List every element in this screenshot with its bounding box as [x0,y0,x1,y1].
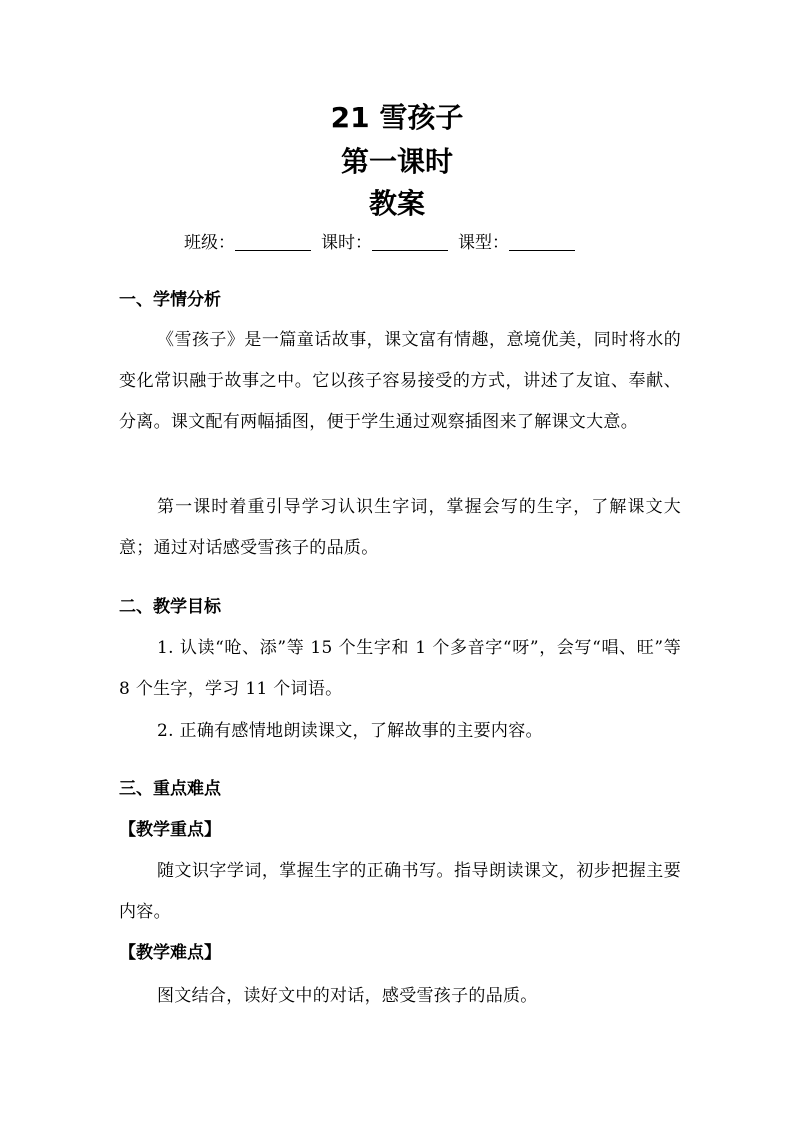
type-blank [509,228,575,251]
section-heading-objectives: 二、教学目标 [119,597,221,617]
lesson-title: 21 雪孩子 [330,101,464,134]
meta-row [184,228,624,258]
type-label: 课型： [458,233,509,253]
difficult-point-label: 【教学难点】 [119,943,221,963]
key-point-label: 【教学重点】 [119,820,221,840]
section-heading-analysis: 一、学情分析 [119,290,221,310]
period-blank [372,228,448,251]
objective-item-1: 1. 认读“呛、添”等 15 个生字和 1 个多音字“呀”，会写“唱、旺”等 8 个生字，学习 11 个词语。 [119,638,681,699]
period-label: 课时： [321,233,372,253]
class-label: 班级： [184,233,235,253]
lesson-period-title: 第一课时 [340,145,453,178]
lesson-plan-title: 教案 [368,187,425,220]
analysis-paragraph-1: 《雪孩子》是一篇童话故事，课文富有情趣，意境优美，同时将水的变化常识融于故事之中。它以孩子容易接受的方式，讲述了友谊、奉献、分离。课文配有两幅插图，便于学生通过观察插图来了解课文大意。 [119,330,681,432]
section-heading-key-points: 三、重点难点 [119,779,221,799]
objective-item-2: 2. 正确有感情地朗读课文，了解故事的主要内容。 [157,721,543,741]
key-point-paragraph: 随文识字学词，掌握生字的正确书写。指导朗读课文，初步把握主要内容。 [119,861,681,922]
analysis-paragraph-2: 第一课时着重引导学习认识生字词，掌握会写的生字，了解课文大意；通过对话感受雪孩子的品质。 [119,497,681,558]
class-blank [235,228,311,251]
difficult-point-paragraph: 图文结合，读好文中的对话，感受雪孩子的品质。 [157,986,538,1006]
